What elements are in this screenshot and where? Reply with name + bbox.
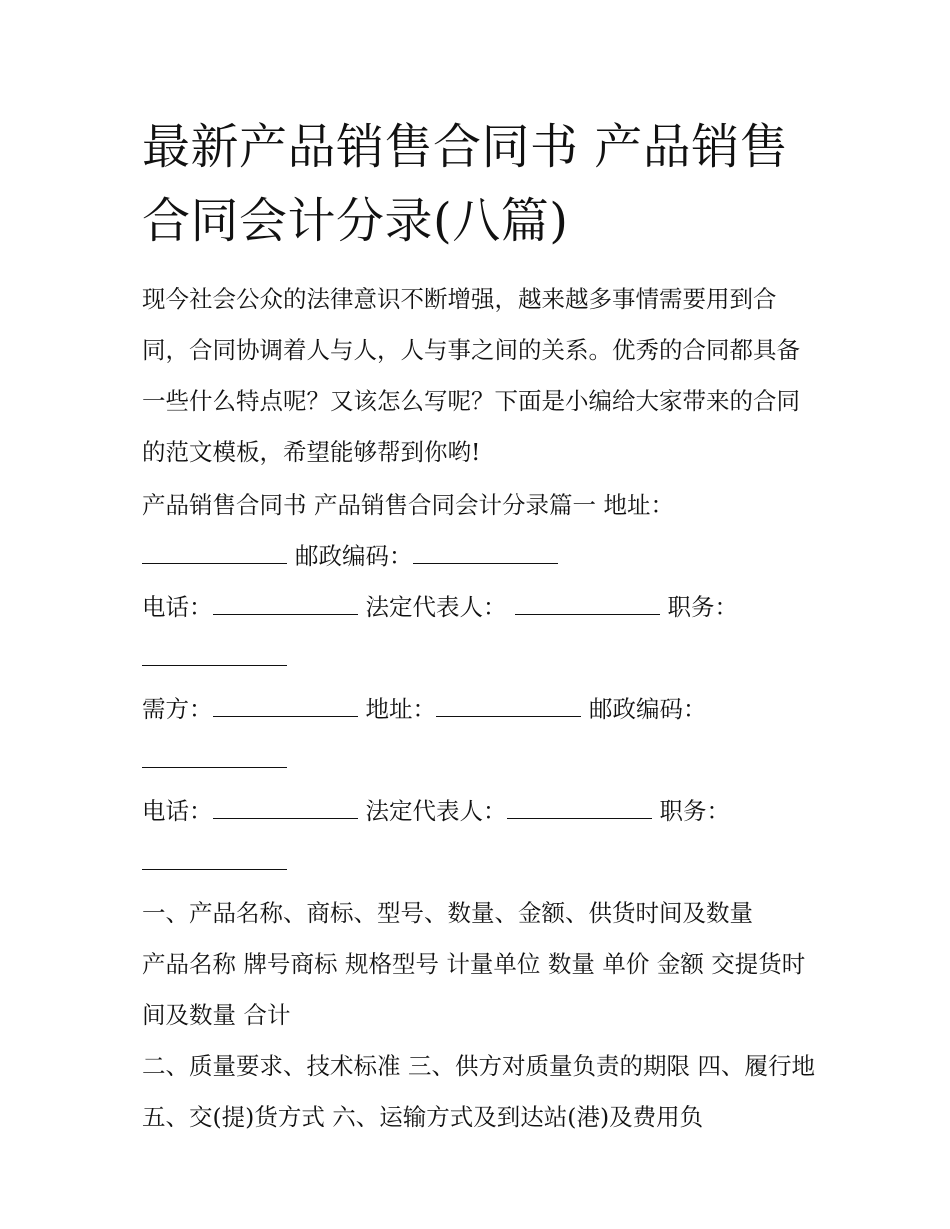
intro-paragraph: 现今社会公众的法律意识不断增强，越来越多事情需要用到合同，合同协调着人与人，人与事之间的关系。优秀的合同都具备一些什么特点呢？又该怎么写呢？下面是小编给大家带来的合同的范文模板，希望能够帮到你哟! — [142, 285, 800, 466]
buyer-position-label: 职务： — [659, 797, 730, 825]
position-blank — [142, 647, 287, 666]
postcode-label: 邮政编码： — [295, 542, 413, 570]
buyer-postcode-blank — [142, 749, 287, 768]
title-line-1: 最新产品销售合同书 产品销售 — [142, 119, 789, 175]
buyer-phone-label: 电话： — [142, 797, 213, 825]
address-blank — [142, 545, 287, 564]
position-label: 职务： — [667, 593, 738, 621]
phone-label: 电话： — [142, 593, 213, 621]
postcode-blank — [413, 545, 558, 564]
supplier-info — [142, 480, 822, 582]
clause-1: 一、产品名称、商标、型号、数量、金额、供货时间及数量 — [142, 899, 753, 927]
buyer-label: 需方： — [142, 695, 213, 723]
supplier-contact — [142, 582, 822, 684]
phone-blank — [213, 596, 358, 615]
buyer-postcode-label: 邮政编码： — [589, 695, 707, 723]
clause-2: 二、质量要求、技术标准 三、供方对质量负责的期限 四、履行地 五、交(提)货方式 六、运输方式及到达站(港)及费用负 — [142, 1052, 815, 1131]
section1-heading: 产品销售合同书 产品销售合同会计分录篇一 地址： — [142, 491, 674, 519]
buyer-phone-blank — [213, 800, 358, 819]
document-title — [142, 110, 822, 258]
legal-rep-blank — [515, 596, 660, 615]
legal-rep-label: 法定代表人： — [365, 593, 507, 621]
buyer-address-blank — [436, 698, 581, 717]
buyer-info — [142, 684, 822, 786]
buyer-position-blank — [142, 851, 287, 870]
buyer-address-label: 地址： — [365, 695, 436, 723]
table-headers: 产品名称 牌号商标 规格型号 计量单位 数量 单价 金额 交提货时间及数量 合计 — [142, 950, 806, 1029]
document-page — [142, 110, 822, 1143]
buyer-contact — [142, 786, 822, 888]
buyer-blank — [213, 698, 358, 717]
title-line-2: 合同会计分录(八篇) — [142, 193, 569, 249]
buyer-legal-rep-label: 法定代表人： — [365, 797, 507, 825]
buyer-legal-rep-blank — [507, 800, 652, 819]
